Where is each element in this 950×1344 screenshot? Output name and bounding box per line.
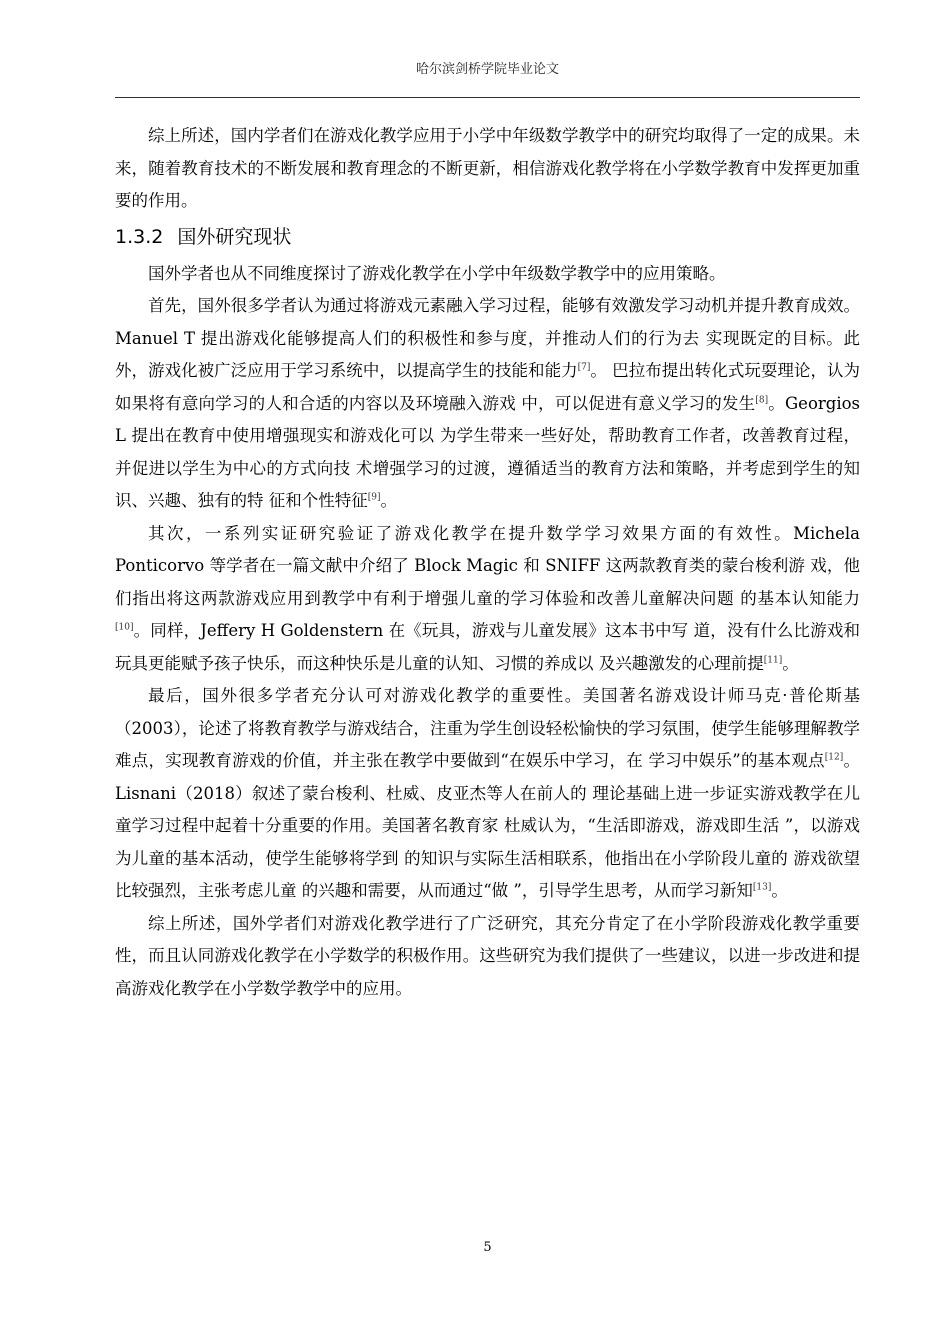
text-segment: 。 (782, 653, 799, 673)
text-segment: 最后，国外很多学者充分认可对游戏化教学的重要性。美国著名游戏设计师马克·普伦斯基（2003），论述了将教育教学与游戏结合，注重为学生创设轻松愉快的学习氛围，使学生能够理解教学难点，实现教育游戏的价值，并主张在教学中要做到“在娱乐中学习，在 学习中娱乐”的基本观点 (115, 686, 860, 770)
citation-12: [12] (824, 752, 844, 763)
paragraph-intro: 国外学者也从不同维度探讨了游戏化教学在小学中年级数学教学中的应用策略。 (148, 263, 726, 283)
text-segment: 首先，国外很多学者认为通过将游戏元素融入学习过程，能够有效激发学习动机并提升教育成效。Manuel T 提出游戏化能够提高人们的积极性和参与度，并推动人们的行为去 实现既定的目标。此外，游戏化被广泛应用于学习系统中，以提高学生的技能和能力 (115, 296, 860, 380)
running-header: 哈尔滨剑桥学院毕业论文 (415, 62, 559, 77)
paragraph-first (115, 290, 860, 518)
citation-9: [9] (367, 492, 381, 503)
paragraph-third (115, 680, 860, 908)
citation-10: [10] (115, 622, 134, 633)
text-segment: 。Lisnani（2018）叙述了蒙台梭利、杜威、皮亚杰等人在前人的 理论基础上进一步证实游戏教学在儿童学习过程中起着十分重要的作用。美国著名教育家 杜威认为，“生活即游戏，游戏即生活 ”，以游戏为儿童的基本活动，使学生能够将学到 的知识与实际生活相联系，他指出在小学阶段儿童的 游戏欲望比较强烈，主张考虑儿童 的兴趣和需要，从而通过“做 ”，引导学生思考，从而学习新知 (115, 751, 861, 900)
citation-13: [13] (752, 882, 772, 893)
paragraph-second (115, 518, 860, 681)
text-segment: 。 (771, 881, 788, 900)
paragraph-domestic-summary: 综上所述，国内学者们在游戏化教学应用于小学中年级数学教学中的研究均取得了一定的成果。未来，随着教育技术的不断发展和教育理念的不断更新，相信游戏化教学将在小学数学教育中发挥更加重要的作用。 (115, 126, 860, 210)
text-segment: 。 (380, 491, 397, 510)
text-segment: 。同样，Jeffery H Goldenstern 在《玩具，游戏与儿童发展》这本书中写 道，没有什么比游戏和玩具更能赋予孩子快乐，而这种快乐是儿童的认知、习惯的养成以 及兴趣激发的心理前提 (115, 621, 860, 673)
page-body (115, 120, 860, 1005)
citation-11: [11] (763, 655, 783, 665)
text-segment: 其次，一系列实证研究验证了游戏化教学在提升数学学习效果方面的有效性。Michela Ponticorvo 等学者在一篇文献中介绍了 Block Magic 和 SNIFF 这两款教育类的蒙台梭利游 戏，他们指出将这两款游戏应用到教学中有利于增强儿童的学习体验和改善儿童解决问题 的基本认知能力 (115, 523, 860, 608)
header-rule (115, 97, 860, 98)
paragraph-foreign-summary: 综上所述，国外学者们对游戏化教学进行了广泛研究，其充分肯定了在小学阶段游戏化教学重要性，而且认同游戏化教学在小学数学的积极作用。这些研究为我们提供了一些建议，以进一步改进和提高游戏化教学在小学数学教学中的应用。 (115, 913, 860, 998)
text-segment: 。Georgios L 提出在教育中使用增强现实和游戏化可以 为学生带来一些好处，帮助教育工作者，改善教育过程，并促进以学生为中心的方式向技 术增强学习的过渡，遵循适当的教育方法和策略，并考虑到学生的知识、兴趣、独有的特 征和个性特征 (115, 393, 860, 510)
citation-7: [7] (577, 362, 591, 373)
text-segment: 。 巴拉布提出转化式玩耍理论，认为如果将有意向学习的人和合适的内容以及环境融入游戏 中，可以促进有意义学习的发生 (115, 361, 860, 413)
section-number: 1.3.2 (115, 225, 164, 248)
page-number: 5 (483, 1240, 492, 1255)
citation-8: [8] (755, 395, 769, 405)
section-title: 国外研究现状 (177, 225, 292, 248)
section-heading (115, 220, 860, 254)
